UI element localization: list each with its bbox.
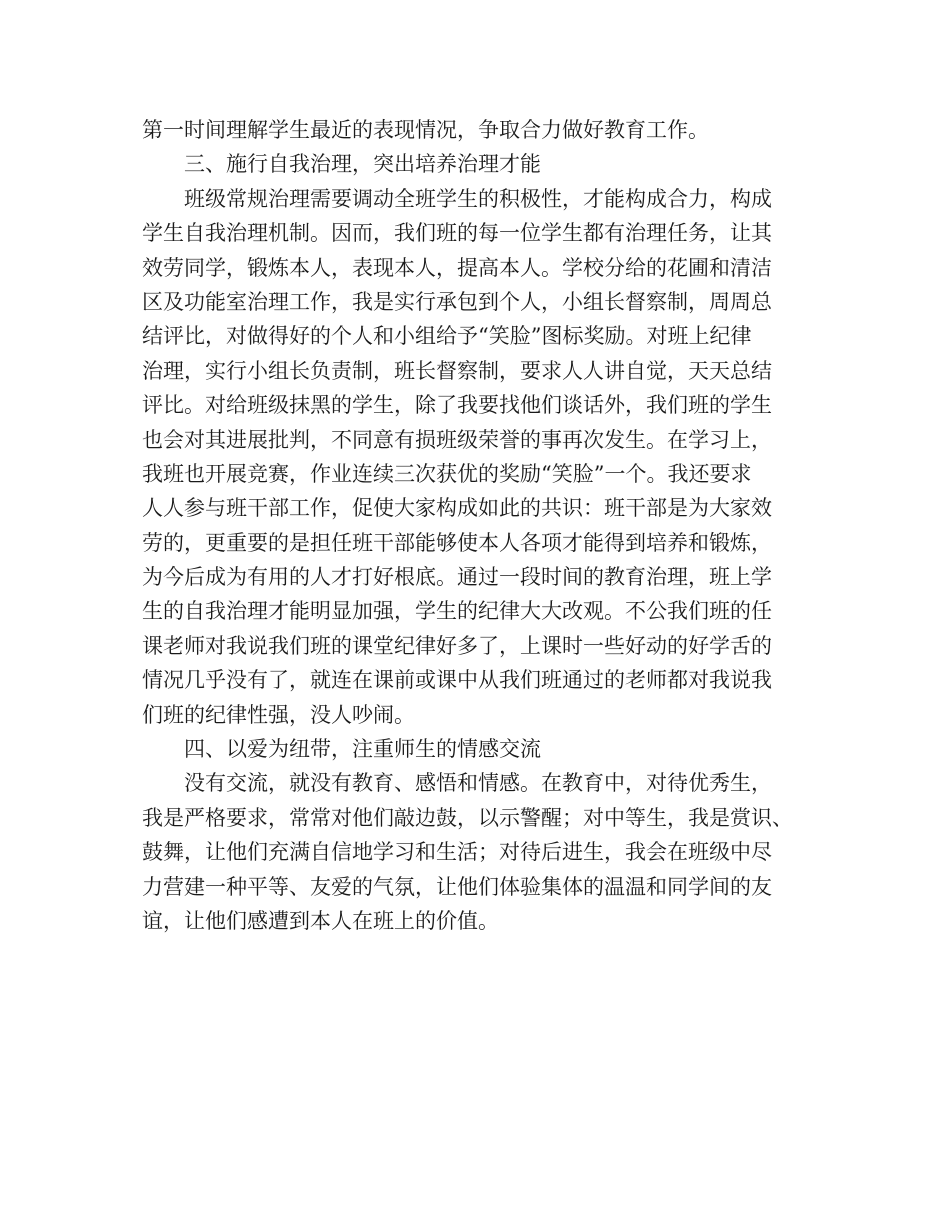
paragraph-line: 为今后成为有用的人才打好根底。通过一段时间的教育治理，班上学 [142, 565, 772, 590]
paragraph-line: 效劳同学，锻炼本人，表现本人，提高本人。学校分给的花圃和清洁 [142, 255, 772, 280]
paragraph-line: 生的自我治理才能明显加强，学生的纪律大大改观。不公我们班的任 [142, 599, 772, 624]
paragraph-line-indented: 班级常规治理需要调动全班学生的积极性，才能构成合力，构成 [184, 186, 772, 211]
paragraph-line: 情况几乎没有了，就连在课前或课中从我们班通过的老师都对我说我 [142, 668, 772, 693]
paragraph-line: 我是严格要求，常常对他们敲边鼓，以示警醒；对中等生，我是赏识、 [142, 805, 793, 830]
paragraph-line-indented: 三、施行自我治理，突出培养治理才能 [184, 152, 541, 177]
paragraph-line: 学生自我治理机制。因而，我们班的每一位学生都有治理任务，让其 [142, 221, 772, 246]
paragraph-line-indented: 四、以爱为纽带，注重师生的情感交流 [184, 737, 541, 762]
paragraph-line: 治理，实行小组长负责制，班长督察制，要求人人讲自觉，天天总结 [142, 358, 772, 383]
paragraph-line: 力营建一种平等、友爱的气氛，让他们体验集体的温温和同学间的友 [142, 874, 772, 899]
document-body [142, 113, 822, 938]
paragraph-line: 鼓舞，让他们充满自信地学习和生活；对待后进生，我会在班级中尽 [142, 840, 772, 865]
paragraph-line: 第一时间理解学生最近的表现情况，争取合力做好教育工作。 [142, 118, 709, 142]
paragraph-line: 劳的，更重要的是担任班干部能够使本人各项才能得到培养和锻炼， [142, 530, 772, 555]
paragraph-line: 结评比，对做得好的个人和小组给予“笑脸”图标奖励。对班上纪律 [142, 324, 752, 349]
paragraph-line: 评比。对给班级抹黑的学生，除了我要找他们谈话外，我们班的学生 [142, 393, 772, 418]
paragraph-line: 我班也开展竞赛，作业连续三次获优的奖励“笑脸”一个。我还要求 [142, 461, 752, 486]
paragraph-line: 也会对其进展批判，不同意有损班级荣誉的事再次发生。在学习上， [142, 427, 772, 452]
paragraph-line-indented: 没有交流，就没有教育、感悟和情感。在教育中，对待优秀生， [184, 771, 772, 796]
paragraph-line: 课老师对我说我们班的课堂纪律好多了，上课时一些好动的好学舌的 [142, 633, 772, 658]
paragraph-line: 区及功能室治理工作，我是实行承包到个人，小组长督察制，周周总 [142, 289, 772, 314]
paragraph-line: 人人参与班干部工作，促使大家构成如此的共识：班干部是为大家效 [142, 496, 772, 521]
paragraph-line: 们班的纪律性强，没人吵闹。 [142, 702, 415, 727]
paragraph-line: 谊，让他们感遭到本人在班上的价值。 [142, 908, 499, 933]
